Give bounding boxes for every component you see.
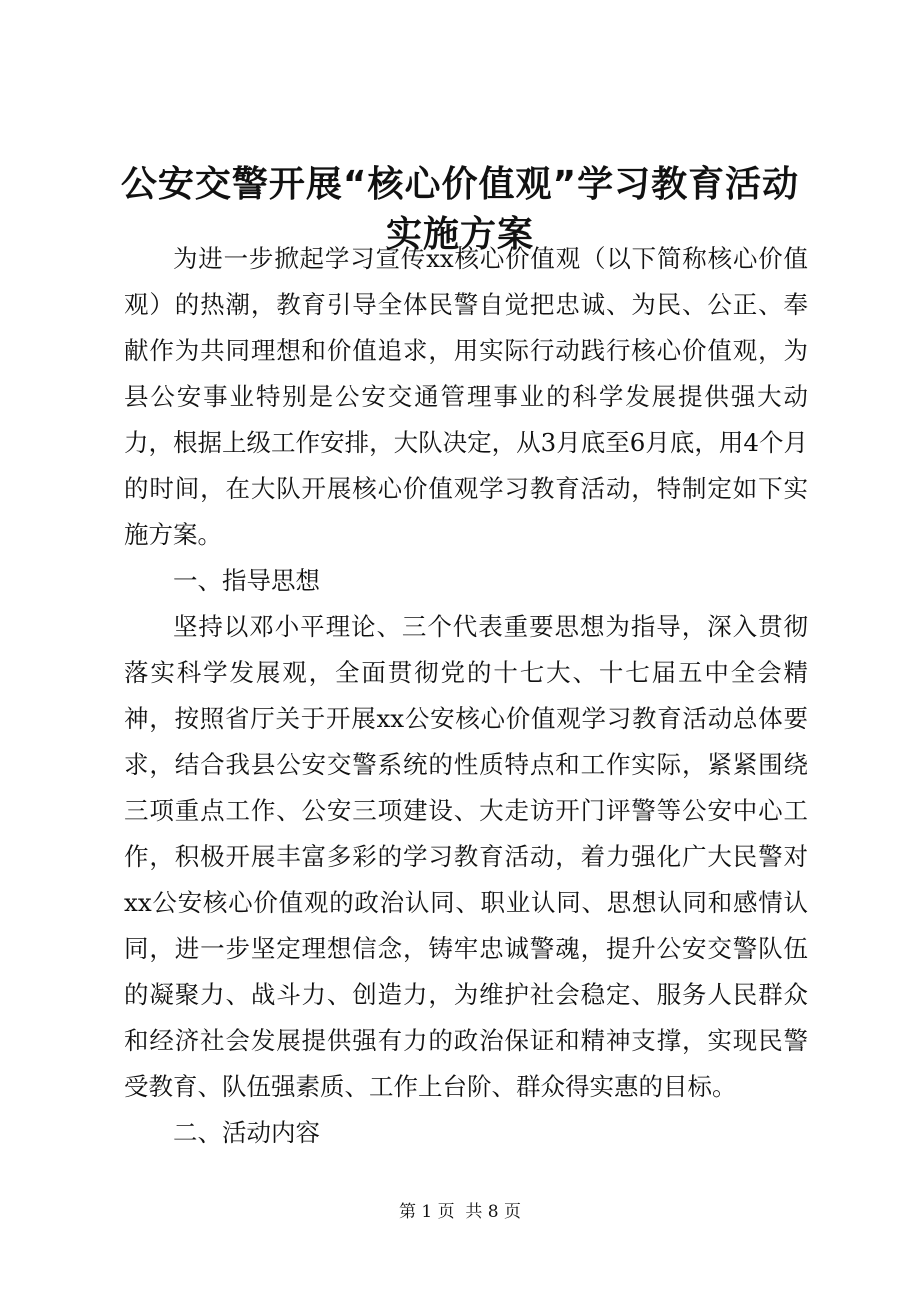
section-heading-activity-content: 二、活动内容 <box>173 1118 320 1147</box>
guiding-thought-paragraph: 坚持以邓小平理论、三个代表重要思想为指导，深入贯彻落实科学发展观，全面贯彻党的十七大、十七届五中全会精神，按照省厅关于开展xx公安核心价值观学习教育活动总体要求，结合我县公安交警系统的性质特点和工作实际，紧紧围绕三项重点工作、公安三项建设、大走访开门评警等公安中心工作，积极开展丰富多彩的学习教育活动，着力强化广大民警对xx公安核心价值观的政治认同、职业认同、思想认同和感情认同，进一步坚定理想信念，铸牢忠诚警魂，提升公安交警队伍的凝聚力、战斗力、创造力，为维护社会稳定、服务人民群众和经济社会发展提供强有力的政治保证和精神支撑，实现民警受教育、队伍强素质、工作上台阶、群众得实惠的目标。 <box>124 612 808 1101</box>
intro-paragraph: 为进一步掀起学习宣传xx核心价值观（以下简称核心价值观）的热潮，教育引导全体民警自觉把忠诚、为民、公正、奉献作为共同理想和价值追求，用实际行动践行核心价值观，为县公安事业特别是公安交通管理事业的科学发展提供强大动力，根据上级工作安排，大队决定，从3月底至6月底，用4个月的时间，在大队开展核心价值观学习教育活动，特制定如下实施方案。 <box>124 244 808 549</box>
document-title: 公安交警开展“核心价值观”学习教育活动实施方案 <box>120 164 800 255</box>
section-heading-guiding-thought: 一、指导思想 <box>173 566 320 595</box>
page-footer <box>0 1200 920 1224</box>
page-number: 第 1 页 共 8 页 <box>398 1202 522 1222</box>
document-body <box>124 236 808 1156</box>
